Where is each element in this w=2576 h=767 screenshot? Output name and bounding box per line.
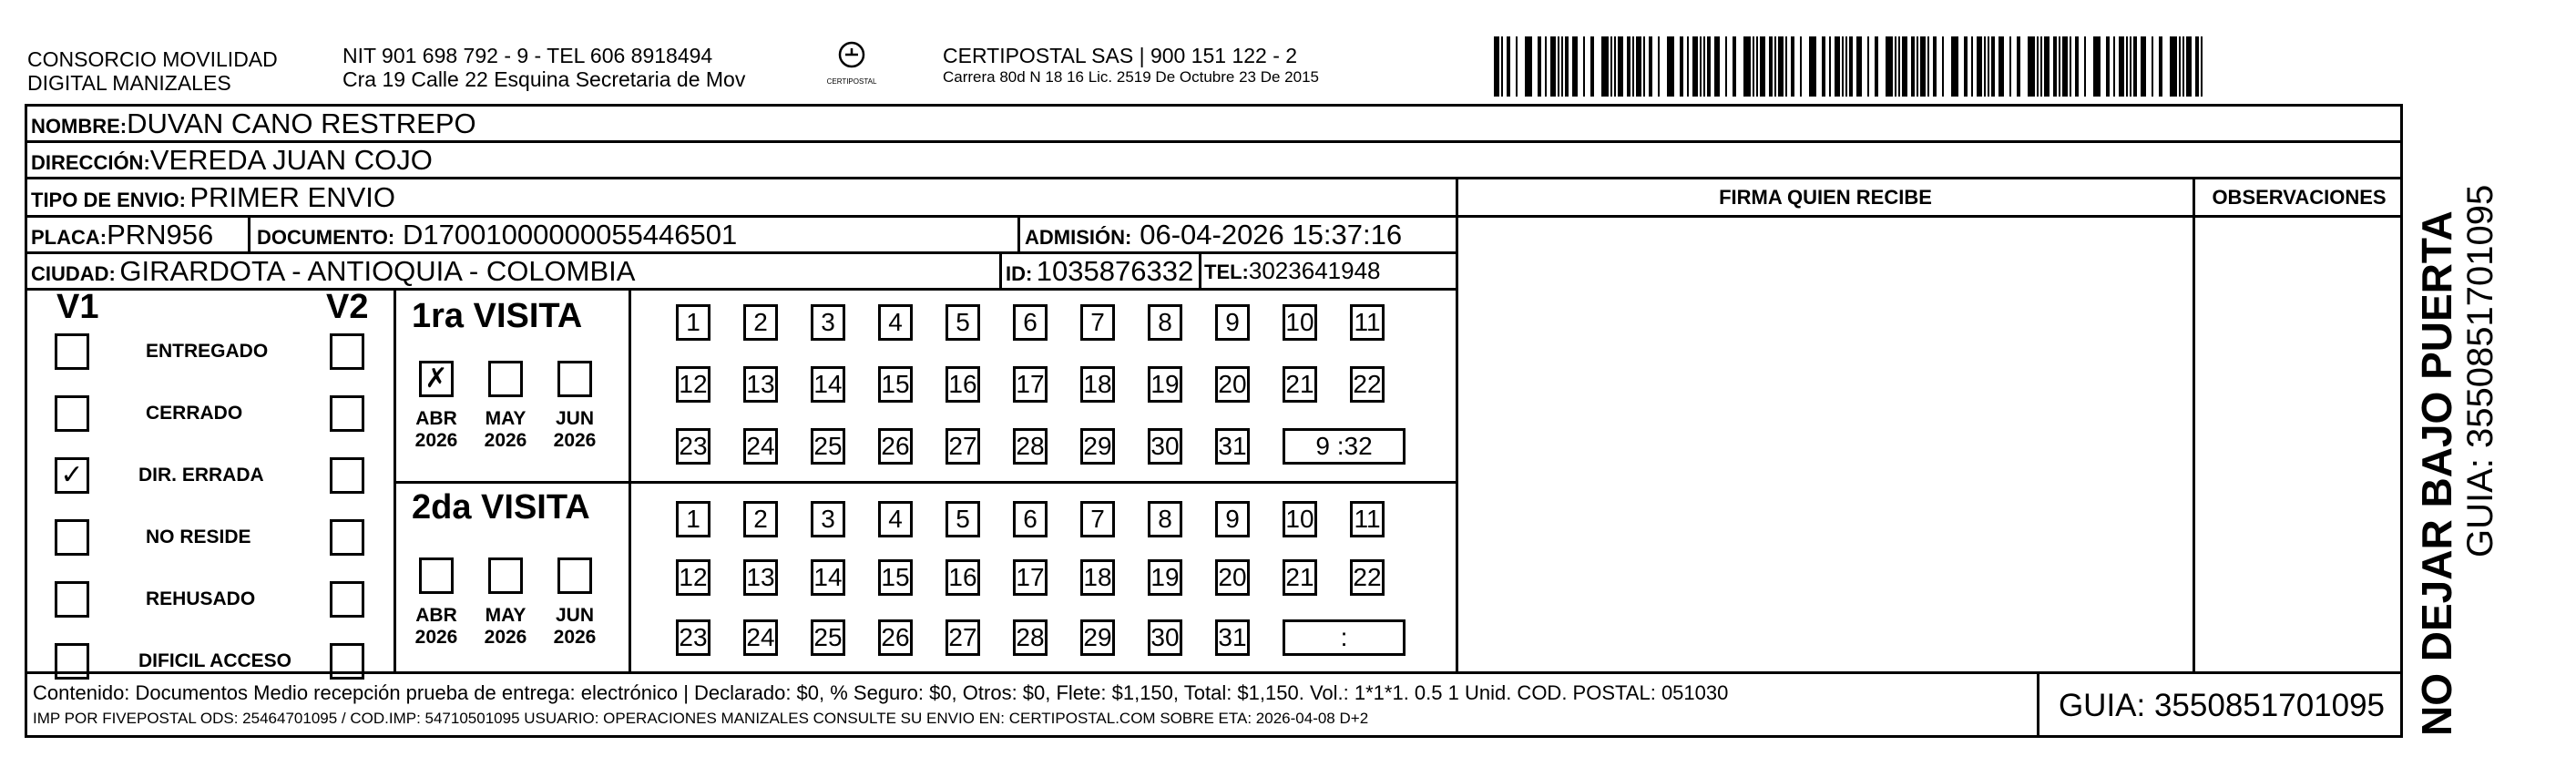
day-box[interactable]: 11 xyxy=(1350,304,1385,341)
day-box[interactable]: 10 xyxy=(1283,304,1317,341)
day-box[interactable]: 29 xyxy=(1080,428,1115,465)
direccion-value: VEREDA JUAN COJO xyxy=(149,144,433,176)
day-box[interactable]: 28 xyxy=(1013,619,1048,656)
year-label: 2026 xyxy=(484,430,527,451)
barcode-bar xyxy=(1632,36,1634,97)
barcode-bar xyxy=(1760,36,1765,97)
placa-field: PLACA:PRN956 xyxy=(31,219,214,251)
barcode-bar xyxy=(2152,36,2153,97)
day-box[interactable]: 15 xyxy=(878,366,913,403)
barcode-bar xyxy=(1845,36,1847,97)
month-label: ABR xyxy=(415,605,457,626)
barcode-bar xyxy=(1927,36,1929,97)
first-visit-title: 1ra VISITA xyxy=(412,297,583,335)
barcode-bar xyxy=(1636,36,1641,97)
v1-header: V1 xyxy=(56,288,99,326)
barcode-bar xyxy=(1867,36,1869,97)
v2-checkbox[interactable] xyxy=(330,457,364,494)
day-box[interactable]: 22 xyxy=(1350,366,1385,403)
day-box[interactable]: 15 xyxy=(878,559,913,596)
status-label: DIR. ERRADA xyxy=(138,465,264,486)
month-checkbox[interactable] xyxy=(488,361,523,397)
month-checkbox[interactable] xyxy=(557,361,592,397)
barcode-bar xyxy=(1700,36,1702,97)
barcode-bar xyxy=(2084,36,2086,97)
barcode-bar xyxy=(1618,36,1623,97)
day-box[interactable]: 1 xyxy=(676,501,710,537)
day-box[interactable]: 25 xyxy=(811,619,845,656)
documento-field: DOCUMENTO: D17001000000055446501 xyxy=(257,219,738,251)
barcode-bar xyxy=(2028,36,2035,97)
company-name: CONSORCIO MOVILIDAD DIGITAL MANIZALES xyxy=(27,47,278,95)
admision-value: 06-04-2026 15:37:16 xyxy=(1140,219,1403,251)
day-box[interactable]: 6 xyxy=(1013,304,1048,341)
v2-checkbox[interactable] xyxy=(330,519,364,556)
month-label: JUN xyxy=(555,605,594,626)
nombre-value: DUVAN CANO RESTREPO xyxy=(127,107,476,139)
barcode-bar xyxy=(1778,36,1784,97)
barcode-bar xyxy=(1743,36,1751,97)
barcode-bar xyxy=(1849,36,1853,97)
barcode-bar xyxy=(2113,36,2115,97)
barcode-bar xyxy=(2182,36,2184,97)
barcode-bar xyxy=(1614,36,1616,97)
barcode-bar xyxy=(1774,36,1776,97)
day-box[interactable]: 2 xyxy=(743,501,778,537)
day-box[interactable]: 20 xyxy=(1215,366,1250,403)
status-label: DIFICIL ACCESO xyxy=(138,650,292,671)
v2-checkbox[interactable] xyxy=(330,333,364,370)
tel-value: 3023641948 xyxy=(1248,257,1381,284)
day-box[interactable]: 8 xyxy=(1148,304,1182,341)
day-box[interactable]: 19 xyxy=(1148,559,1182,596)
month-checkbox[interactable] xyxy=(557,557,592,594)
day-box[interactable]: 29 xyxy=(1080,619,1115,656)
day-box[interactable]: 18 xyxy=(1080,559,1115,596)
footer-content: Contenido: Documentos Medio recepción prueba de entrega: electrónico | Declarado: $0, % Seguro: $0, Otros: $0, Flete: $1,150, Total: $1,150. Vol.: 1*1*1. 0.5 1 Unid. COD. POSTAL: 051030 xyxy=(33,681,1729,704)
day-box[interactable]: 14 xyxy=(811,366,845,403)
month-checkbox[interactable] xyxy=(419,557,454,594)
day-box[interactable]: 28 xyxy=(1013,428,1048,465)
day-box[interactable]: 11 xyxy=(1350,501,1385,537)
day-box[interactable]: 27 xyxy=(946,428,980,465)
tel-field: TEL:3023641948 xyxy=(1204,257,1381,284)
day-box[interactable]: 12 xyxy=(676,559,710,596)
day-box[interactable]: 2 xyxy=(743,304,778,341)
barcode-bar xyxy=(2044,36,2050,97)
barcode-bar xyxy=(2186,36,2192,97)
month-label: ABR xyxy=(415,408,457,429)
barcode-bar xyxy=(2062,36,2068,97)
barcode-bar xyxy=(2053,36,2057,97)
day-box[interactable]: 26 xyxy=(878,428,913,465)
hour-box[interactable]: 9 :32 xyxy=(1283,428,1406,465)
barcode-bar xyxy=(2179,36,2181,97)
day-box[interactable]: 24 xyxy=(743,619,778,656)
day-box[interactable]: 31 xyxy=(1215,428,1250,465)
month-checkbox[interactable]: ✗ xyxy=(419,361,454,397)
day-box[interactable]: 5 xyxy=(946,501,980,537)
v1-checkbox[interactable] xyxy=(55,581,89,618)
day-box[interactable]: 30 xyxy=(1148,619,1182,656)
courier-info: CERTIPOSTAL SAS | 900 151 122 - 2 Carrera 80d N 18 16 Lic. 2519 De Octubre 23 De 2015 xyxy=(943,44,1319,86)
barcode-bar xyxy=(1627,36,1630,97)
day-box[interactable]: 30 xyxy=(1148,428,1182,465)
day-box[interactable]: 23 xyxy=(676,619,710,656)
barcode-bar xyxy=(1785,36,1787,97)
barcode-bar xyxy=(1558,36,1559,97)
barcode-bar xyxy=(1516,36,1518,97)
observaciones-header: OBSERVACIONES xyxy=(2212,186,2387,209)
v1-checkbox[interactable] xyxy=(55,519,89,556)
barcode-bar xyxy=(1984,36,1986,97)
id-value: 1035876332 xyxy=(1036,255,1194,287)
day-box[interactable]: 7 xyxy=(1080,304,1115,341)
barcode-bar xyxy=(1550,36,1556,97)
barcode-bar xyxy=(1988,36,1989,97)
year-label: 2026 xyxy=(414,627,458,648)
day-box[interactable]: 25 xyxy=(811,428,845,465)
barcode-bar xyxy=(2106,36,2110,97)
barcode-bar xyxy=(2093,36,2101,97)
v2-checkbox[interactable] xyxy=(330,395,364,432)
day-box[interactable]: 23 xyxy=(676,428,710,465)
day-box[interactable]: 9 xyxy=(1215,304,1250,341)
barcode-bar xyxy=(1933,36,1937,97)
barcode-bar xyxy=(2170,36,2177,97)
barcode-bar xyxy=(1501,36,1503,97)
barcode-bar xyxy=(1507,36,1510,97)
day-box[interactable]: 5 xyxy=(946,304,980,341)
courier-logo: CERTIPOSTAL xyxy=(820,40,884,86)
year-label: 2026 xyxy=(553,430,597,451)
barcode-bar xyxy=(2009,36,2011,97)
year-label: 2026 xyxy=(414,430,458,451)
firma-header: FIRMA QUIEN RECIBE xyxy=(1719,186,1932,209)
status-label: ENTREGADO xyxy=(146,341,269,362)
barcode-bar xyxy=(1800,36,1802,97)
barcode-bar xyxy=(1703,36,1705,97)
status-label: NO RESIDE xyxy=(146,527,251,547)
month-label: MAY xyxy=(485,408,526,429)
day-box[interactable]: 17 xyxy=(1013,366,1048,403)
v1-checkbox[interactable] xyxy=(55,333,89,370)
footer-print-info: IMP POR FIVEPOSTAL ODS: 25464701095 / COD.IMP: 54710501095 USUARIO: OPERACIONES MANIZALES CONSULTE SU ENVIO EN: CERTIPOSTAL.COM SOBRE ETA: 2026-04-08 D+2 xyxy=(33,710,1369,727)
barcode-bar xyxy=(1942,36,1944,97)
day-box[interactable]: 10 xyxy=(1283,501,1317,537)
v1-checkbox[interactable]: ✓ xyxy=(55,457,89,494)
barcode-bar xyxy=(1835,36,1840,97)
barcode-bar xyxy=(2201,36,2203,97)
month-label: JUN xyxy=(555,408,594,429)
status-label: REHUSADO xyxy=(146,588,256,609)
barcode-bar xyxy=(1895,36,1896,97)
barcode-bar xyxy=(1667,36,1674,97)
barcode-bar xyxy=(1658,36,1660,97)
barcode-bar xyxy=(2159,36,2162,97)
barcode-bar xyxy=(1561,36,1563,97)
tipo-envio-value: PRIMER ENVIO xyxy=(189,181,396,213)
barcode-bar xyxy=(1753,36,1754,97)
day-box[interactable]: 17 xyxy=(1013,559,1048,596)
barcode-bar xyxy=(1565,36,1569,97)
barcode-bar xyxy=(1886,36,1893,97)
year-label: 2026 xyxy=(553,627,597,648)
v2-checkbox[interactable] xyxy=(330,643,364,680)
barcode xyxy=(1494,36,2213,97)
direccion-row: DIRECCIÓN:VEREDA JUAN COJO xyxy=(31,144,433,176)
id-field: ID: 1035876332 xyxy=(1006,255,1194,287)
ciudad-field: CIUDAD: GIRARDOTA - ANTIOQUIA - COLOMBIA xyxy=(31,255,636,287)
day-box[interactable]: 18 xyxy=(1080,366,1115,403)
barcode-bar xyxy=(2040,36,2042,97)
status-label: CERRADO xyxy=(146,403,243,424)
barcode-bar xyxy=(1991,36,1995,97)
barcode-bar xyxy=(1610,36,1612,97)
day-box[interactable]: 3 xyxy=(811,304,845,341)
day-box[interactable]: 6 xyxy=(1013,501,1048,537)
day-box[interactable]: 9 xyxy=(1215,501,1250,537)
placa-value: PRN956 xyxy=(107,219,214,251)
barcode-bar xyxy=(1964,36,1968,97)
courier-logo-icon xyxy=(833,40,870,73)
day-box[interactable]: 24 xyxy=(743,428,778,465)
barcode-bar xyxy=(1769,36,1773,97)
day-box[interactable]: 1 xyxy=(676,304,710,341)
barcode-bar xyxy=(1829,36,1831,97)
barcode-bar xyxy=(2126,36,2128,97)
barcode-bar xyxy=(2141,36,2146,97)
day-box[interactable]: 21 xyxy=(1283,366,1317,403)
barcode-bar xyxy=(1643,36,1645,97)
day-box[interactable]: 13 xyxy=(743,366,778,403)
barcode-bar xyxy=(1998,36,2004,97)
barcode-bar xyxy=(1842,36,1844,97)
day-box[interactable]: 31 xyxy=(1215,619,1250,656)
barcode-bar xyxy=(2017,36,2020,97)
barcode-bar xyxy=(1756,36,1758,97)
barcode-bar xyxy=(1538,36,1541,97)
barcode-bar xyxy=(2130,36,2131,97)
second-visit-title: 2da VISITA xyxy=(412,488,590,527)
hour-box[interactable]: : xyxy=(1283,619,1406,656)
barcode-bar xyxy=(1809,36,1816,97)
observations-area[interactable] xyxy=(2195,219,2401,670)
barcode-bar xyxy=(1601,36,1609,97)
barcode-bar xyxy=(1902,36,1907,97)
v2-header: V2 xyxy=(326,288,369,326)
month-checkbox[interactable] xyxy=(488,557,523,594)
barcode-bar xyxy=(1714,36,1720,97)
day-box[interactable]: 8 xyxy=(1148,501,1182,537)
day-box[interactable]: 13 xyxy=(743,559,778,596)
barcode-bar xyxy=(2037,36,2039,97)
barcode-bar xyxy=(1951,36,1958,97)
barcode-bar xyxy=(1525,36,1532,97)
barcode-bar xyxy=(1494,36,1499,97)
barcode-bar xyxy=(1590,36,1594,97)
nombre-row: NOMBRE:DUVAN CANO RESTREPO xyxy=(31,107,476,139)
signature-area[interactable] xyxy=(1457,219,2192,670)
barcode-bar xyxy=(1545,36,1547,97)
day-box[interactable]: 12 xyxy=(676,366,710,403)
barcode-bar xyxy=(2059,36,2060,97)
year-label: 2026 xyxy=(484,627,527,648)
barcode-bar xyxy=(2070,36,2071,97)
barcode-bar xyxy=(1572,36,1578,97)
barcode-bar xyxy=(1977,36,1982,97)
v1-checkbox[interactable] xyxy=(55,643,89,680)
barcode-bar xyxy=(1822,36,1825,97)
barcode-bar xyxy=(1791,36,1794,97)
barcode-bar xyxy=(1707,36,1711,97)
day-box[interactable]: 16 xyxy=(946,559,980,596)
day-box[interactable]: 19 xyxy=(1148,366,1182,403)
barcode-bar xyxy=(1875,36,1878,97)
company-nit-address: NIT 901 698 792 - 9 - TEL 606 8918494 Cra 19 Calle 22 Esquina Secretaria de Mov xyxy=(342,44,746,91)
barcode-bar xyxy=(1725,36,1727,97)
side-guia: GUIA: 3550851701095 xyxy=(2460,184,2500,557)
v1-checkbox[interactable] xyxy=(55,395,89,432)
documento-value: D17001000000055446501 xyxy=(403,219,738,251)
side-warning: NO DEJAR BAJO PUERTA xyxy=(2413,210,2460,736)
barcode-bar xyxy=(1649,36,1652,97)
barcode-bar xyxy=(2195,36,2199,97)
admision-field: ADMISIÓN: 06-04-2026 15:37:16 xyxy=(1025,219,1403,251)
barcode-bar xyxy=(1917,36,1918,97)
ciudad-value: GIRARDOTA - ANTIOQUIA - COLOMBIA xyxy=(119,255,636,287)
day-box[interactable]: 22 xyxy=(1350,559,1385,596)
barcode-bar xyxy=(1583,36,1585,97)
barcode-bar xyxy=(1733,36,1736,97)
barcode-bar xyxy=(1911,36,1915,97)
barcode-bar xyxy=(2119,36,2124,97)
barcode-bar xyxy=(1920,36,1926,97)
v2-checkbox[interactable] xyxy=(330,581,364,618)
day-box[interactable]: 7 xyxy=(1080,501,1115,537)
barcode-bar xyxy=(1687,36,1689,97)
day-box[interactable]: 21 xyxy=(1283,559,1317,596)
barcode-bar xyxy=(2133,36,2137,97)
barcode-bar xyxy=(1971,36,1973,97)
day-box[interactable]: 4 xyxy=(878,501,913,537)
day-box[interactable]: 27 xyxy=(946,619,980,656)
day-box[interactable]: 14 xyxy=(811,559,845,596)
day-box[interactable]: 16 xyxy=(946,366,980,403)
month-label: MAY xyxy=(485,605,526,626)
barcode-bar xyxy=(1898,36,1900,97)
tipo-envio-row: TIPO DE ENVIO: PRIMER ENVIO xyxy=(31,181,396,213)
barcode-bar xyxy=(1692,36,1698,97)
day-box[interactable]: 4 xyxy=(878,304,913,341)
day-box[interactable]: 20 xyxy=(1215,559,1250,596)
day-box[interactable]: 26 xyxy=(878,619,913,656)
barcode-bar xyxy=(2075,36,2079,97)
barcode-bar xyxy=(1856,36,1862,97)
barcode-bar xyxy=(1680,36,1683,97)
footer-guia: GUIA: 3550851701095 xyxy=(2058,688,2386,723)
day-box[interactable]: 3 xyxy=(811,501,845,537)
